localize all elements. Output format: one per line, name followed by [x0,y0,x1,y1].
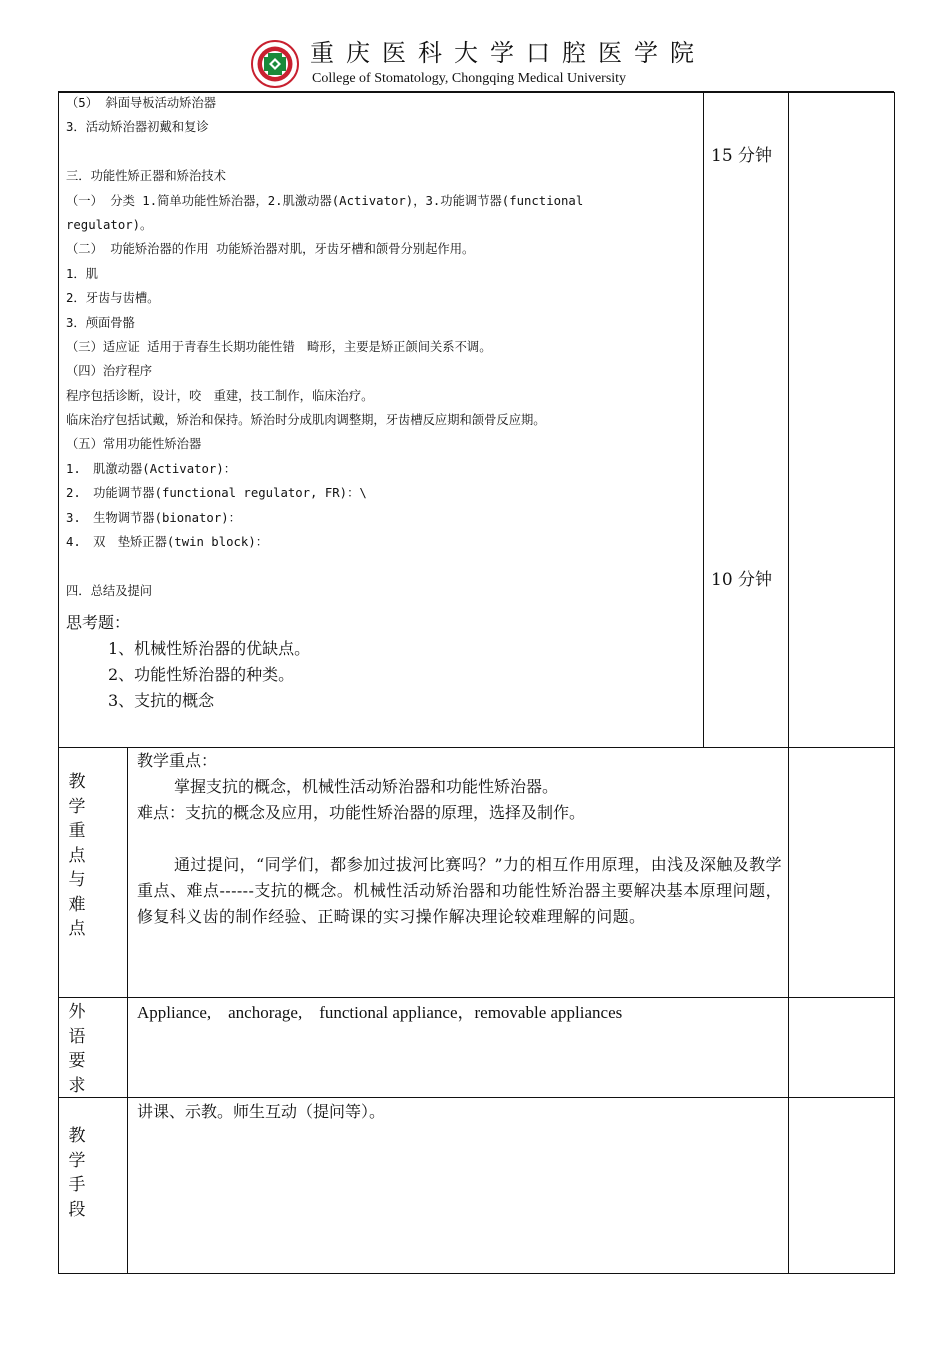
content-line: regulator)。 [66,217,153,232]
divider [703,92,704,748]
content-line: 四．总结及提问 [66,583,153,598]
key-points-title: 教学重点： [137,751,218,770]
foreign-language-text: Appliance, anchorage, functional appliance，removable appliances [137,1003,623,1022]
university-logo-icon [251,40,299,88]
content-line: （五）常用功能性矫治器 [66,437,202,452]
think-title: 思考题： [66,613,131,632]
content-line: 三．功能性矫正器和矫治技术 [66,169,226,184]
section-label-foreign-language: 外 语 要 求 [68,1002,86,1096]
university-name-en: College of Stomatology, Chongqing Medical University [312,71,627,86]
divider [58,997,895,998]
list-item: 1、机械性矫治器的优缺点。 [108,639,311,658]
content-line [66,140,698,164]
think-questions [66,610,686,714]
content-line: 程序包括诊断，设计，咬 重建，技工制作，临床治疗。 [66,388,374,403]
section-label-teaching-means: 教 学 手 段 [68,1126,86,1220]
divider [127,748,128,1274]
content-line: （一） 分类 1.简单功能性矫治器，2.肌激动器(Activator)，3.功能调节器(functional [66,193,584,208]
content-line: （三）适应证 适用于青春生长期功能性错 畸形，主要是矫正颌间关系不调。 [66,339,492,354]
difficulty-content: 难点：支抗的概念及应用，功能性矫治器的原理，选择及制作。 [137,803,586,822]
content-lines [66,91,698,603]
teaching-method-content: 通过提问，“同学们，都参加过拔河比赛吗？”力的相互作用原理，由浅及深触及教学重点、难点------支抗的概念。机械性活动矫治器和功能性矫治器主要解决基本原理问题，修复科义齿的制作经验、正畸课的实习操作解决理论较难理解的问题。 [137,855,782,926]
content-line: 4. 双 垫矫正器(twin block)： [66,535,269,550]
key-points-text [137,748,782,930]
section-label-key-points: 教 学 重 点 与 难 点 [68,772,86,939]
content-line: 2．牙齿与齿槽。 [66,291,160,306]
content-line: 1．肌 [66,266,98,281]
content-line: 3. 生物调节器(bionator)： [66,510,241,525]
time-label-1: 15 分钟 [711,146,773,166]
university-name-cn: 重庆医科大学口腔医学院 [310,39,706,67]
key-points-content: 掌握支抗的概念，机械性活动矫治器和功能性矫治器。 [174,777,559,796]
page-header [0,38,952,94]
divider [58,1097,895,1098]
content-line: 2. 功能调节器(functional regulator, FR)：\ [66,486,367,501]
list-item: 3、支抗的概念 [108,691,215,710]
content-line: （二） 功能矫治器的作用 功能矫治器对肌，牙齿牙槽和颌骨分别起作用。 [66,242,475,257]
content-line [66,554,698,578]
content-line: 1. 肌激动器(Activator)： [66,461,237,476]
content-line: 3．颅面骨骼 [66,315,135,330]
content-line: 临床治疗包括试戴，矫治和保持。矫治时分成肌肉调整期，牙齿槽反应期和颌骨反应期。 [66,413,546,428]
content-line: （5） 斜面导板活动矫治器 [66,96,217,110]
teaching-means-text: 讲课、示教。师生互动（提问等）。 [137,1102,386,1121]
content-line: （四）治疗程序 [66,364,153,379]
content-line: 3．活动矫治器初戴和复诊 [66,120,209,135]
time-label-2: 10 分钟 [711,570,773,590]
list-item: 2、功能性矫治器的种类。 [108,665,295,684]
